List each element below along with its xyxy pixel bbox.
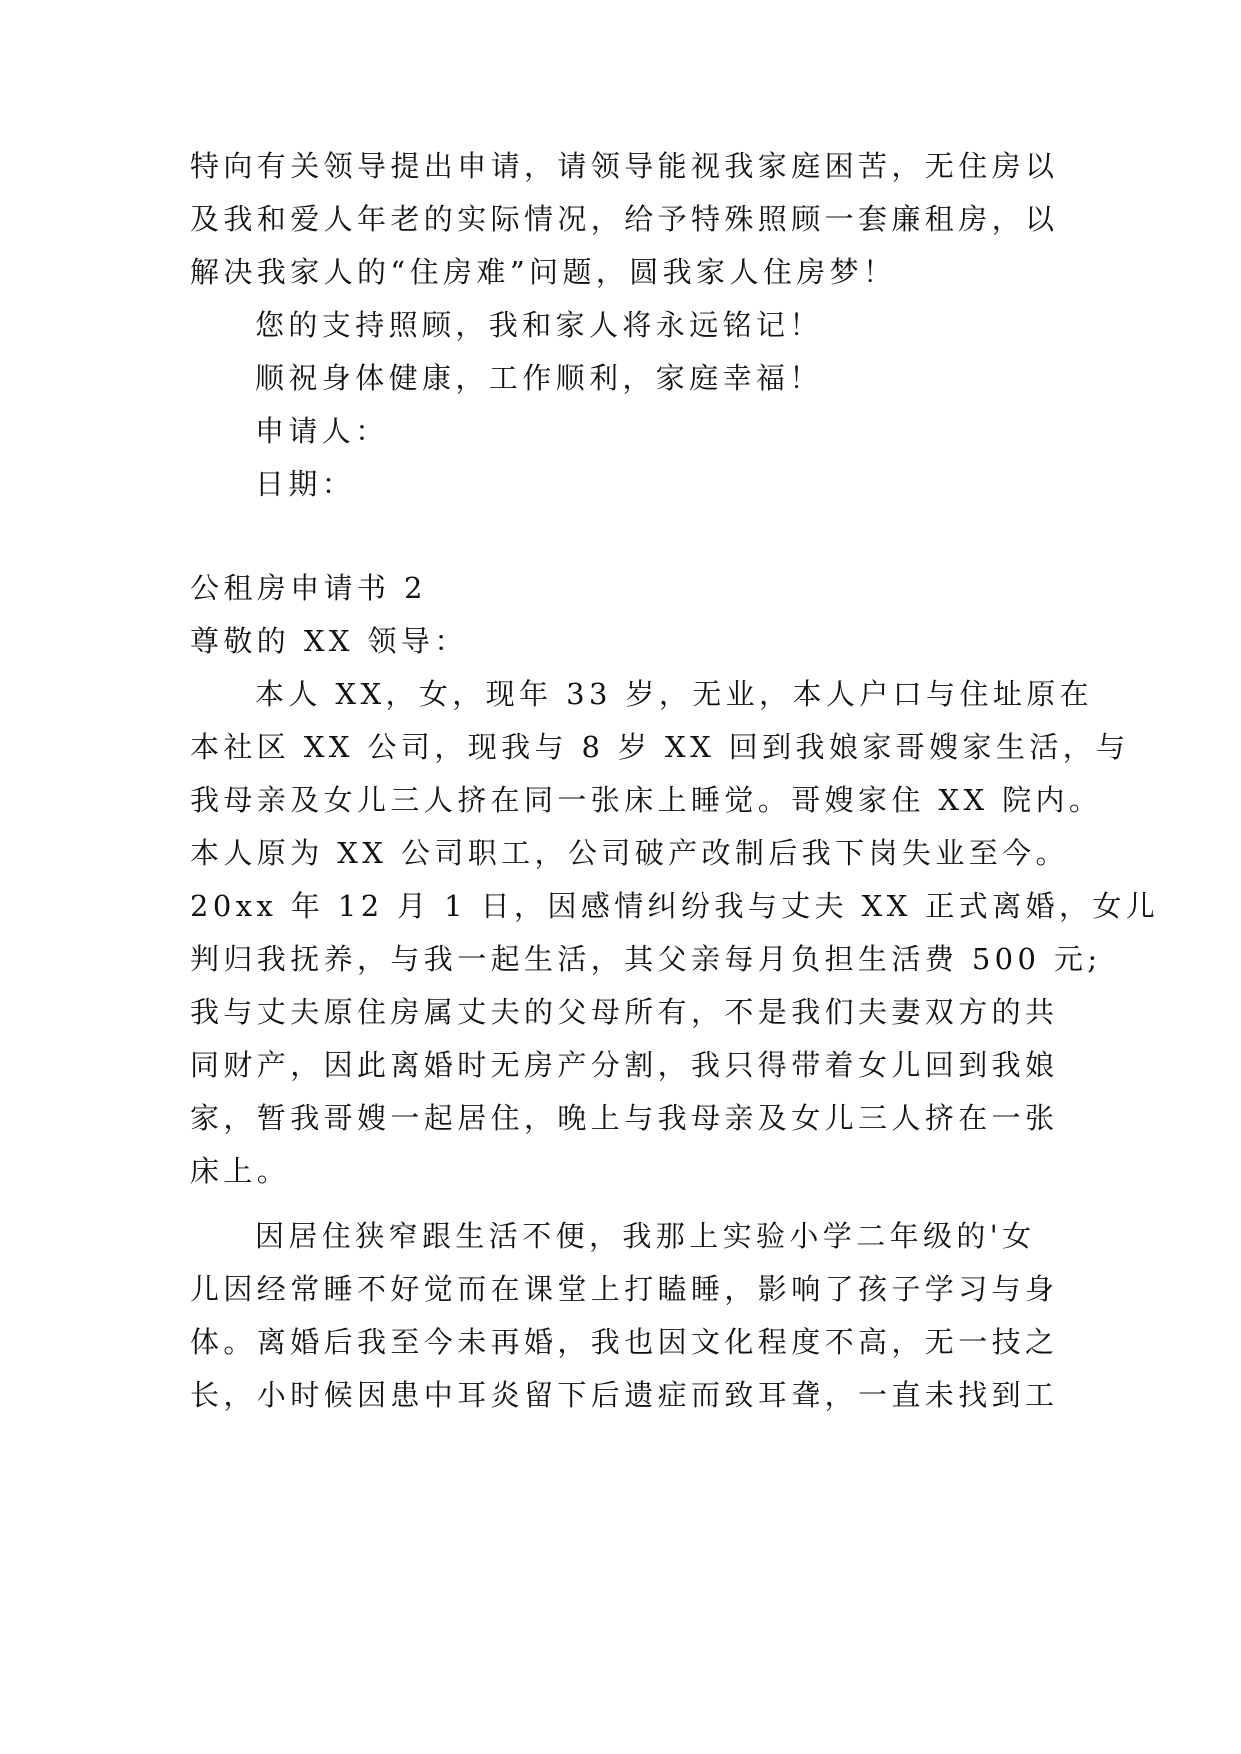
letter1-body-line: 特向有关领导提出申请，请领导能视我家庭困苦，无住房以	[190, 149, 1059, 183]
letter2-paragraph1-line: 家，暂我哥嫂一起居住，晚上与我母亲及女儿三人挤在一张	[190, 1101, 1059, 1135]
letter2-paragraph1-line: 本人 XX，女，现年 33 岁，无业，本人户口与住址原在	[255, 677, 1094, 711]
letter2-paragraph1-line: 同财产，因此离婚时无房产分割，我只得带着女儿回到我娘	[190, 1048, 1059, 1082]
letter1-body-line: 解决我家人的“住房难”问题，圆我家人住房梦！	[190, 255, 897, 289]
letter2-title: 公租房申请书 2	[190, 571, 427, 605]
letter2-paragraph2-line: 长，小时候因患中耳炎留下后遗症而致耳聋，一直未找到工	[190, 1378, 1059, 1412]
letter1-thanks: 您的支持照顾，我和家人将永远铭记！	[255, 308, 823, 342]
letter1-wishes: 顺祝身体健康，工作顺利，家庭幸福！	[255, 361, 823, 395]
letter2-paragraph2-line: 儿因经常睡不好觉而在课堂上打瞌睡，影响了孩子学习与身	[190, 1272, 1059, 1306]
letter2-paragraph1-line: 我与丈夫原住房属丈夫的父母所有，不是我们夫妻双方的共	[190, 995, 1059, 1029]
letter2-paragraph1-line: 本社区 XX 公司，现我与 8 岁 XX 回到我娘家哥嫂家生活，与	[190, 730, 1130, 764]
letter2-paragraph1-line: 本人原为 XX 公司职工，公司破产改制后我下岗失业至今。	[190, 836, 1069, 870]
letter2-paragraph2-line: 体。离婚后我至今未再婚，我也因文化程度不高，无一技之	[190, 1325, 1059, 1359]
letter2-paragraph2-line: 因居住狭窄跟生活不便，我那上实验小学二年级的'女	[255, 1219, 1036, 1253]
letter2-paragraph1-line: 我母亲及女儿三人挤在同一张床上睡觉。哥嫂家住 XX 院内。	[190, 783, 1103, 817]
letter2-salutation: 尊敬的 XX 领导：	[190, 624, 468, 658]
letter1-applicant-label: 申请人：	[255, 414, 389, 448]
letter1-date-label: 日期：	[255, 467, 356, 501]
letter2-paragraph1-line: 20xx 年 12 月 1 日，因感情纠纷我与丈夫 XX 正式离婚，女儿	[190, 889, 1160, 923]
letter2-paragraph1-line: 判归我抚养，与我一起生活，其父亲每月负担生活费 500 元;	[190, 942, 1102, 976]
letter1-body-line: 及我和爱人年老的实际情况，给予特殊照顾一套廉租房，以	[190, 202, 1059, 236]
letter2-paragraph1-line: 床上。	[190, 1154, 291, 1188]
